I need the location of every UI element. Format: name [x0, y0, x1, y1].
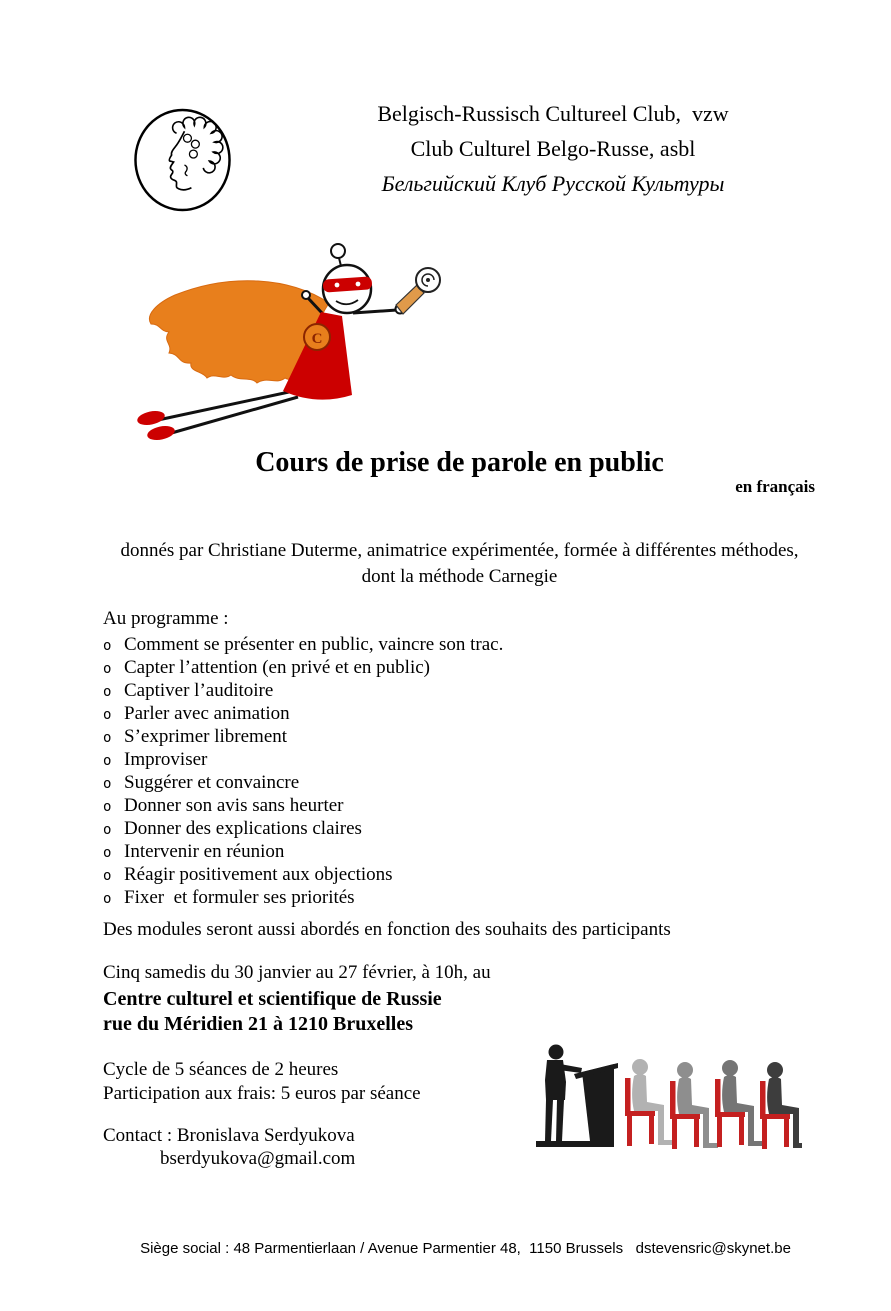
program-item-text: Comment se présenter en public, vaincre son trac. [124, 634, 504, 655]
bullet-marker: o [103, 684, 112, 700]
venue-name: Centre culturel et scientifique de Russie [103, 988, 442, 1010]
venue-address: rue du Méridien 21 à 1210 Bruxelles [103, 1013, 413, 1035]
program-heading: Au programme : [103, 608, 229, 629]
club-logo-pushkin-icon [133, 107, 232, 213]
program-item-text: Fixer et formuler ses priorités [124, 887, 355, 908]
superhero-speaker-illustration [115, 225, 450, 443]
contact-email: bserdyukova@gmail.com [160, 1148, 356, 1169]
program-item [103, 772, 503, 795]
program-item [103, 841, 503, 864]
header-org-names [230, 96, 876, 201]
program-item [103, 726, 503, 749]
program-item-text: Capter l’attention (en privé et en public) [124, 657, 430, 678]
program-item [103, 680, 503, 703]
program-item-text: Donner des explications claires [124, 818, 362, 839]
program-item [103, 703, 503, 726]
program-item [103, 634, 503, 657]
venue-block [103, 987, 442, 1037]
bullet-marker: o [103, 661, 112, 677]
footer-address: Siège social : 48 Parmentierlaan / Avenue Parmentier 48, 1150 Brussels dstevensric@skynet.be [140, 1240, 791, 1257]
program-item-text: S’exprimer librement [124, 726, 288, 747]
bullet-marker: o [103, 753, 112, 769]
practical-details [103, 1058, 421, 1106]
bullet-marker: o [103, 845, 112, 861]
svg-text:C: C [311, 331, 323, 347]
schedule-dates: Cinq samedis du 30 janvier au 27 février, à 10h, au [103, 962, 491, 983]
program-item-text: Parler avec animation [124, 703, 290, 724]
program-item [103, 864, 503, 887]
intro-paragraph [28, 538, 891, 590]
program-item [103, 887, 503, 910]
bullet-marker: o [103, 868, 112, 884]
program-item-text: Donner son avis sans heurter [124, 795, 344, 816]
bullet-marker: o [103, 891, 112, 907]
program-list [103, 634, 503, 910]
org-name-dutch: Belgisch-Russisch Cultureel Club, vzw [377, 101, 729, 126]
cycle-line: Cycle de 5 séances de 2 heures [103, 1059, 339, 1080]
bullet-marker: o [103, 707, 112, 723]
program-item-text: Réagir positivement aux objections [124, 864, 393, 885]
bullet-marker: o [103, 776, 112, 792]
program-item-text: Intervenir en réunion [124, 841, 285, 862]
bullet-marker: o [103, 730, 112, 746]
bullet-marker: o [103, 799, 112, 815]
bullet-marker: o [103, 638, 112, 654]
org-name-french: Club Culturel Belgo-Russe, asbl [410, 136, 696, 161]
audience-members [625, 1059, 802, 1149]
program-item [103, 795, 503, 818]
language-note: en français [735, 477, 815, 496]
page-title: Cours de prise de parole en public [255, 447, 664, 478]
intro-line2: dont la méthode Carnegie [361, 566, 558, 587]
org-name-russian: Бельгийский Клуб Русской Культуры [381, 171, 725, 196]
program-item [103, 657, 503, 680]
modules-note: Des modules seront aussi abordés en fonction des souhaits des participants [103, 919, 671, 940]
speaker-silhouette [536, 1045, 618, 1148]
program-item-text: Captiver l’auditoire [124, 680, 274, 701]
intro-line1: donnés par Christiane Duterme, animatrice expérimentée, formée à différentes méthodes, [120, 540, 799, 561]
bullet-marker: o [103, 822, 112, 838]
audience-illustration [530, 1042, 802, 1149]
program-item [103, 749, 503, 772]
fee-line: Participation aux frais: 5 euros par séance [103, 1083, 421, 1104]
program-item [103, 818, 503, 841]
contact-name: Contact : Bronislava Serdyukova [103, 1125, 355, 1146]
program-item-text: Improviser [124, 749, 208, 770]
program-item-text: Suggérer et convaincre [124, 772, 300, 793]
